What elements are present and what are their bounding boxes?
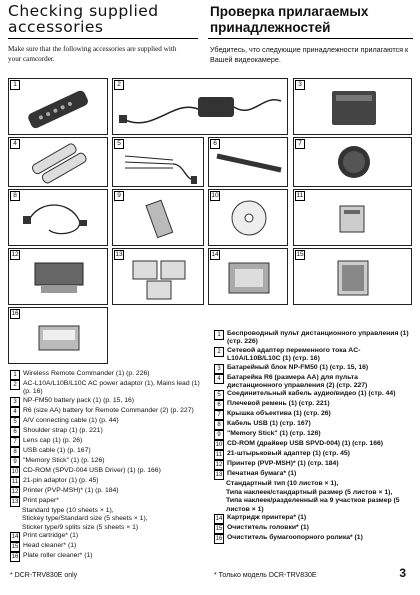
accessory-cell: [208, 189, 288, 246]
list-subitem: Stickey type/Standard size (5 sheets × 1),: [22, 515, 148, 523]
list-item: 5 Соединительный кабель аудио/видео (1) (стр. 44): [214, 390, 410, 400]
accessory-cell: [293, 137, 412, 187]
accessory-list-ru: [214, 330, 410, 544]
ac-adaptor-icon: [113, 79, 289, 136]
list-item: 15 Head cleaner* (1): [11, 542, 77, 551]
list-item: 1 Wireless Remote Commander (1) (p. 226): [10, 370, 200, 380]
accessory-cell: [293, 189, 412, 246]
list-subitem: Sticker type/9 splits size (5 sheets × 1): [22, 523, 139, 531]
list-item: 12 Printer (PVP-MSH)* (1) (p. 184): [11, 486, 119, 495]
list-item: 10 CD-ROM (драйвер USB SPVD-004) (1) (стр. 166): [215, 440, 384, 449]
list-item: 16 Plate roller cleaner* (1): [11, 552, 93, 561]
list-item: 16 Очиститель бумагоопорного ролика* (1): [215, 534, 363, 543]
title-rule-ru: [208, 38, 413, 39]
page-title-ru: Проверка прилагаемых принадлежностей: [210, 4, 369, 35]
list-item: 11 21-pin adaptor (1) (p. 45): [11, 476, 99, 485]
cell-number: 11: [296, 192, 304, 199]
list-item: 14 Print cartridge* (1): [11, 532, 79, 541]
aa-batteries-icon: [9, 138, 109, 188]
accessory-cell: [112, 189, 204, 246]
accessory-cell: [112, 78, 288, 135]
accessory-cell: [293, 78, 412, 135]
list-subitem: Типа наклеек/стандартный размер (5 листов × 1),: [226, 488, 393, 496]
list-item: 15 Очиститель головки* (1): [215, 524, 309, 533]
cell-number: 4: [10, 139, 20, 149]
list-item: 6 Плечевой ремень (1) (стр. 221): [214, 400, 410, 410]
print-cartridge-icon: [209, 249, 289, 306]
list-item: 13 Print paper*: [11, 496, 59, 505]
battery-pack-icon: [294, 79, 413, 136]
cell-number: 12: [11, 251, 19, 258]
page-number: 3: [399, 566, 406, 580]
list-item: 3 Батарейный блок NP-FM50 (1) (стр. 15, 16): [214, 364, 410, 374]
list-item: 2 Сетевой адаптер переменного тока AC-L10A/L10B/L10C (1) (стр. 16): [214, 347, 410, 364]
list-item: 8 USB cable (1) (p. 167): [10, 447, 200, 457]
accessory-cell: [208, 137, 288, 187]
list-subitem: Типа наклеек/разделенный на 9 участков размер (5 листов × 1): [226, 497, 400, 513]
accessory-cell: [112, 248, 204, 305]
footnote-en: * DCR-TRV830E only: [10, 572, 78, 579]
title-rule-en: [8, 38, 198, 39]
list-item: 9 "Memory Stick" (1) (стр. 126): [214, 430, 410, 440]
list-item: 13 Печатная бумага* (1): [215, 470, 297, 479]
accessory-cell: [8, 307, 108, 364]
intro-text-ru: Убедитесь, что следующие принадлежности прилагаются к Вашей видеокамере.: [210, 45, 409, 64]
cell-number: 2: [114, 80, 124, 90]
accessory-list-en: [10, 370, 200, 562]
footnote-ru: * Только модель DCR-TRV830E: [214, 572, 317, 579]
roller-cleaner-icon: [9, 308, 109, 365]
printer-icon: [9, 249, 109, 306]
cell-number: 9: [114, 191, 124, 201]
list-item: 6 Shoulder strap (1) (p. 221): [10, 427, 200, 437]
list-item: 9 "Memory Stick" (1) (p. 126): [10, 457, 200, 467]
list-item: 2 AC-L10A/L10B/L10C AC power adaptor (1), Mains lead (1) (p. 16): [10, 380, 200, 397]
cell-number: 14: [211, 251, 219, 258]
usb-cable-icon: [9, 190, 109, 247]
cell-number: 16: [11, 310, 19, 317]
shoulder-strap-icon: [209, 138, 289, 188]
cell-number: 7: [295, 139, 305, 149]
list-item: 1 Беспроводный пульт дистанционного управления (1) (стр. 226): [214, 330, 410, 347]
cell-number: 3: [295, 80, 305, 90]
accessory-cell: [8, 137, 108, 187]
cell-number: 8: [10, 191, 20, 201]
list-item: 8 Кабель USB (1) (стр. 167): [214, 420, 410, 430]
memory-stick-icon: [113, 190, 205, 247]
list-item: 14 Картридж принтера* (1): [215, 514, 307, 523]
list-item: 7 Lens cap (1) (p. 26): [10, 437, 200, 447]
list-item: 10 CD-ROM (SPVD-004 USB Driver) (1) (p. 166): [11, 466, 161, 475]
cell-number: 10: [211, 192, 219, 199]
cell-number: 13: [115, 251, 123, 258]
intro-text-en: Make sure that the following accessories are supplied with your camcorder.: [8, 45, 177, 63]
accessory-cell: [8, 78, 108, 135]
cell-number: 15: [296, 251, 304, 258]
cell-number: 5: [114, 139, 124, 149]
cd-rom-icon: [209, 190, 289, 247]
accessory-cell: [293, 248, 412, 305]
accessory-cell: [112, 137, 204, 187]
list-subitem: Standard type (10 sheets × 1),: [22, 506, 114, 514]
head-cleaner-icon: [294, 249, 413, 306]
remote-commander-icon: [9, 79, 109, 136]
list-item: 11 21-штырьковый адаптер (1) (стр. 45): [215, 450, 350, 459]
accessory-cell: [208, 248, 288, 305]
list-item: 3 NP-FM50 battery pack (1) (p. 15, 16): [10, 397, 200, 407]
cell-number: 1: [10, 80, 20, 90]
accessory-cell: [8, 189, 108, 246]
pin-adaptor-icon: [294, 190, 413, 247]
list-item: 5 A/V connecting cable (1) (p. 44): [10, 417, 200, 427]
cell-number: 6: [210, 139, 220, 149]
lens-cap-icon: [294, 138, 413, 188]
list-item: 4 R6 (size AA) battery for Remote Commander (2) (p. 227): [10, 407, 200, 417]
av-cable-icon: [113, 138, 205, 188]
list-item: 4 Батарейка R6 (размера АА) для пульта дистанционного управления (2) (стр. 227): [214, 374, 410, 391]
print-paper-icon: [113, 249, 205, 306]
list-subitem: Стандартный тип (10 листов × 1),: [226, 480, 339, 488]
page-title-en: Checking supplied accessories: [8, 2, 159, 36]
accessory-cell: [8, 248, 108, 305]
list-item: 7 Крышка объектива (1) (стр. 26): [214, 410, 410, 420]
list-item: 12 Принтер (PVP-MSH)* (1) (стр. 184): [215, 460, 339, 469]
